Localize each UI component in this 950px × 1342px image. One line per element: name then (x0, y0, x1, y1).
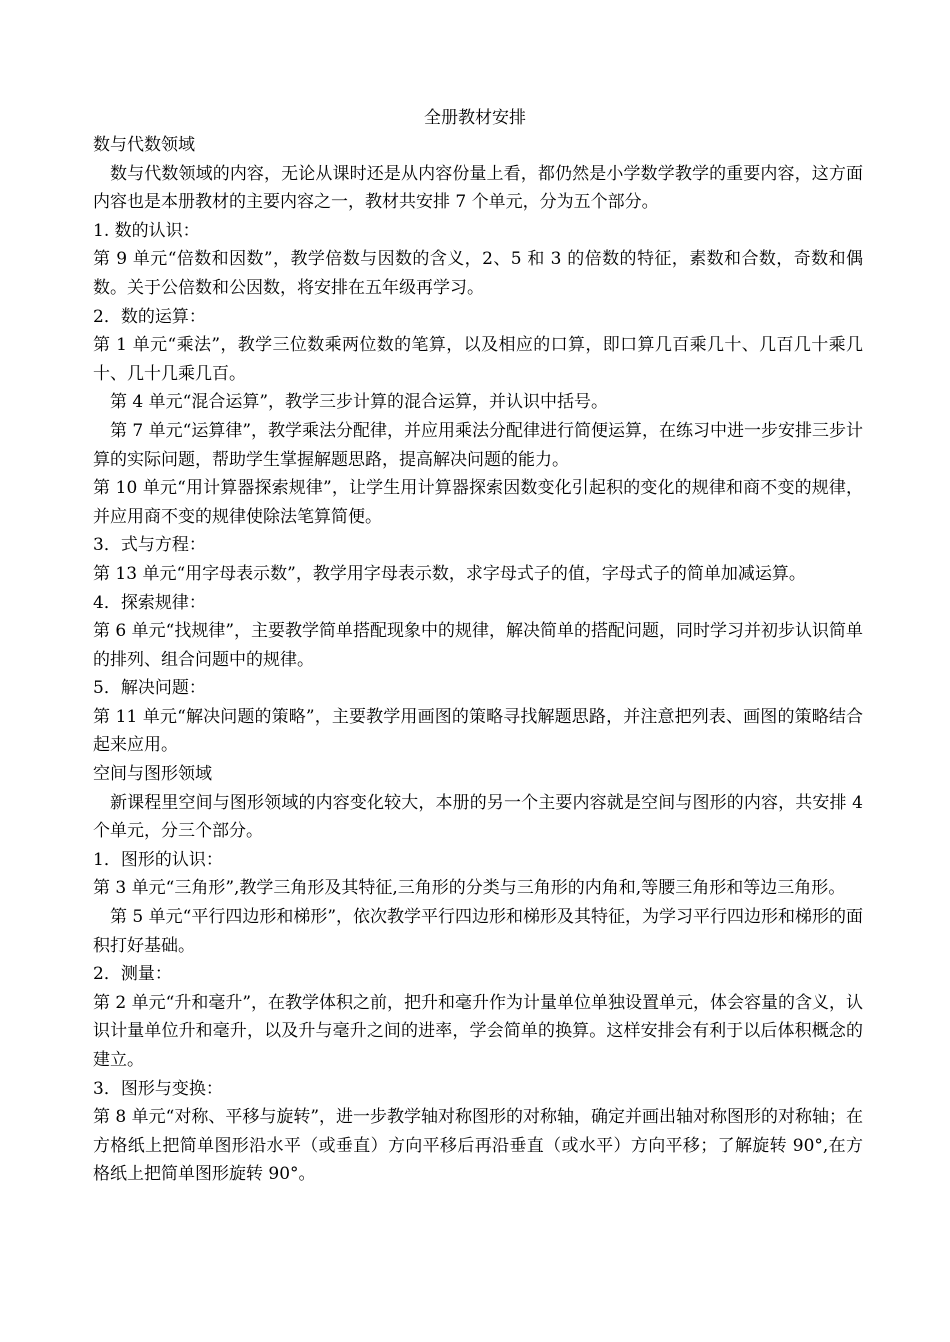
paragraph: 1. 数的认识： (93, 220, 200, 241)
paragraph: 数与代数领域 (93, 135, 195, 155)
paragraph: 4．探索规律： (93, 592, 206, 613)
paragraph: 第 10 单元“用计算器探索规律”，让学生用计算器探索因数变化引起积的变化的规律和商不变的规律，并应用商不变的规律使除法笔算简便。 (93, 478, 863, 527)
paragraph: 空间与图形领域 (93, 764, 212, 785)
paragraph: 2．数的运算： (93, 306, 206, 327)
paragraph: 第 8 单元“对称、平移与旋转”，进一步教学轴对称图形的对称轴，确定并画出轴对称图形的对称轴；在方格纸上把简单图形沿水平（或垂直）方向平移后再沿垂直（或水平）方向平移；了解旋转 90°,在方格纸上把简单图形旋转 90°。 (93, 1107, 864, 1185)
paragraph: 第 4 单元“混合运算”，教学三步计算的混合运算，并认识中括号。 (110, 392, 609, 413)
paragraph: 5．解决问题： (93, 678, 206, 699)
paragraph: 数与代数领域的内容，无论从课时还是从内容份量上看，都仍然是小学数学教学的重要内容，这方面内容也是本册教材的主要内容之一，教材共安排 7 个单元，分为五个部分。 (93, 163, 863, 213)
paragraph: 1．图形的认识： (93, 849, 223, 870)
document-title: 全册教材安排 (424, 108, 526, 128)
paragraph: 3．图形与变换： (93, 1078, 223, 1099)
paragraph: 新课程里空间与图形领域的内容变化较大，本册的另一个主要内容就是空间与图形的内容，共安排 4 个单元，分三个部分。 (93, 792, 863, 842)
paragraph: 第 3 单元“三角形”,教学三角形及其特征,三角形的分类与三角形的内角和,等腰三角形和等边三角形。 (93, 878, 846, 899)
paragraph: 第 9 单元“倍数和因数”，教学倍数与因数的含义，2、5 和 3 的倍数的特征，素数和合数，奇数和偶数。关于公倍数和公因数，将安排在五年级再学习。 (93, 249, 863, 298)
paragraph: 第 5 单元“平行四边形和梯形”，依次教学平行四边形和梯形及其特征，为学习平行四边形和梯形的面积打好基础。 (93, 907, 864, 956)
paragraph: 2．测量： (93, 964, 172, 985)
paragraph: 第 6 单元“找规律”，主要教学简单搭配现象中的规律，解决简单的搭配问题，同时学习并初步认识简单的排列、组合问题中的规律。 (93, 621, 864, 670)
paragraph: 第 7 单元“运算律”，教学乘法分配律，并应用乘法分配律进行简便运算，在练习中进一步安排三步计算的实际问题，帮助学生掌握解题思路，提高解决问题的能力。 (93, 420, 864, 470)
document-body (93, 131, 863, 1189)
paragraph: 3．式与方程： (93, 535, 206, 556)
paragraph: 第 11 单元“解决问题的策略”，主要教学用画图的策略寻找解题思路，并注意把列表、画图的策略结合起来应用。 (93, 706, 863, 756)
paragraph: 第 2 单元“升和毫升”，在教学体积之前，把升和毫升作为计量单位单独设置单元，体会容量的含义，认识计量单位升和毫升，以及升与毫升之间的进率，学会简单的换算。这样安排会有利于以后体积概念的建立。 (93, 992, 864, 1070)
paragraph: 第 13 单元“用字母表示数”，教学用字母表示数，求字母式子的值，字母式子的简单加减运算。 (93, 563, 806, 584)
paragraph: 第 1 单元“乘法”，教学三位数乘两位数的笔算，以及相应的口算，即口算几百乘几十、几百几十乘几十、几十几乘几百。 (93, 335, 863, 384)
